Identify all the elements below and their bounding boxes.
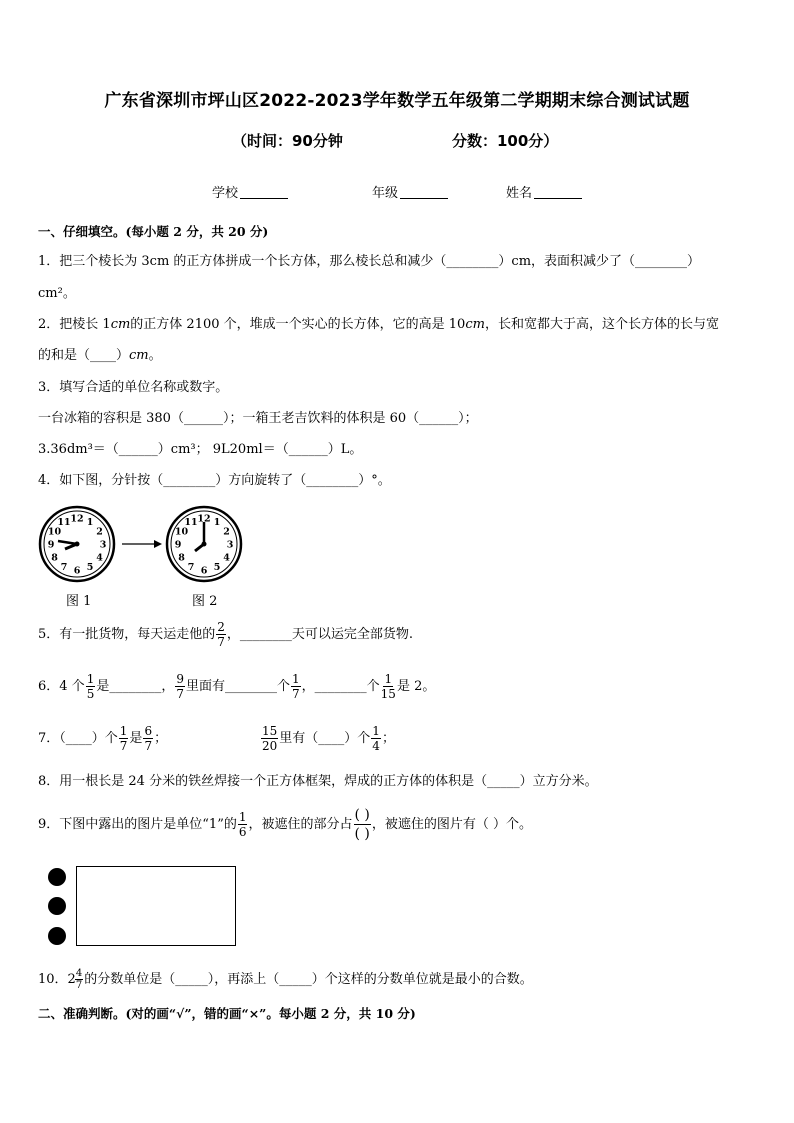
covering-rectangle [76, 866, 236, 946]
question-2-line2: 的和是（____）cm。 [38, 348, 162, 363]
clock-numeral: 7 [187, 562, 195, 573]
question-3-line3: 3.36dm³＝（______）cm³； 9L20ml＝（______）L。 [38, 442, 363, 457]
clock-numeral: 2 [223, 526, 230, 538]
clock-numeral: 1 [86, 517, 94, 528]
fraction: $\frac{15}{20}$ [262, 724, 278, 753]
question-3-line2: 一台冰箱的容积是 380（______）；一箱王老吉饮料的体积是 60（______）； [38, 411, 478, 426]
clock-numeral: 8 [51, 552, 58, 564]
clock-numeral: 12 [70, 513, 84, 525]
question-7-part1: 7．（____）个 $\frac{1}{7}$ 是 $\frac{6}{7}$ ； [38, 724, 168, 753]
school-field[interactable]: 学校 [212, 182, 288, 201]
question-4-text: 4．如下图，分针按（________）方向旋转了（________）°。 [38, 473, 391, 488]
clock-numeral: 4 [96, 552, 103, 564]
clock-numeral: 5 [86, 562, 94, 573]
question-5: 5．有一批货物，每天运走他的 $\frac{2}{7}$ ，________天可以运完全部货物. [38, 620, 414, 649]
clock-numeral: 3 [99, 539, 107, 551]
fraction: $\frac{4}{7}$ [75, 968, 83, 991]
arrow-head [154, 540, 162, 548]
clock-numeral: 1 [213, 517, 221, 528]
question-9: 9．下图中露出的图片是单位“1”的 $\frac{1}{6}$ ，被遮住的部分占 $\frac{( )}{( )}$ ，被遮住的图片有（ ）个。 [38, 807, 533, 842]
clock-1 [40, 507, 114, 581]
fraction: $\frac{1}{15}$ [380, 672, 396, 701]
visible-dot-2 [48, 897, 66, 915]
clock-numeral: 6 [73, 565, 81, 577]
clock-numeral: 10 [47, 526, 62, 538]
question-8: 8．用一根长是 24 分米的铁丝焊接一个正方体框架，焊成的正方体的体积是（_____）立方分米。 [38, 774, 598, 789]
figure-2-caption: 图 2 [192, 594, 218, 609]
clock-numeral: 6 [200, 565, 208, 577]
page-title: 广东省深圳市坪山区2022-2023学年数学五年级第二学期期末综合测试试题 [104, 91, 690, 111]
clock-numeral: 5 [213, 562, 221, 573]
clock-numeral: 7 [60, 562, 68, 573]
fraction: $\frac{1}{4}$ [372, 724, 380, 753]
question-7-part2: $\frac{15}{20}$ 里有（____）个 $\frac{1}{4}$ ； [262, 724, 395, 753]
fraction: $\frac{9}{7}$ [176, 672, 184, 701]
clock-numeral: 2 [96, 526, 103, 538]
question-1-line2: cm²。 [38, 286, 76, 301]
clock-numeral: 11 [184, 517, 198, 528]
grade-field[interactable]: 年级 [372, 182, 448, 201]
clock-numeral: 10 [174, 526, 189, 538]
exam-time: （时间：90分钟 [232, 132, 343, 150]
clock-numeral: 11 [57, 517, 71, 528]
question-1-line1: 1．把三个棱长为 3cm 的正方体拼成一个长方体，那么棱长总和减少（________）cm，表面积减少了（________） [38, 254, 701, 269]
clock-numeral: 9 [47, 539, 55, 551]
question-2-line1: 2．把棱长 1cm的正方体 2100 个，堆成一个实心的长方体，它的高是 10cm，长和宽都大于高，这个长方体的长与宽 [38, 317, 719, 332]
clock-figures [38, 504, 248, 586]
name-field[interactable]: 姓名 [506, 182, 582, 201]
question-3-line1: 3．填写合适的单位名称或数字。 [38, 380, 229, 395]
section-1-heading: 一、仔细填空。(每小题 2 分，共 20 分) [38, 224, 269, 239]
clock-numeral: 12 [197, 513, 211, 525]
visible-dot-3 [48, 927, 66, 945]
clock-numeral: 8 [178, 552, 185, 564]
question-6: 6．4 个 $\frac{1}{5}$ 是________， $\frac{9}{7}$ 里面有________个 $\frac{1}{7}$ ，________个 $\frac{1}{15}$ 是 2。 [38, 672, 436, 701]
fraction: $\frac{2}{7}$ [217, 620, 225, 649]
figure-1-caption: 图 1 [66, 594, 92, 609]
fraction: $\frac{6}{7}$ [144, 724, 153, 753]
answer-fraction-blank: $\frac{( )}{( )}$ [354, 807, 370, 842]
clock-numeral: 9 [174, 539, 182, 551]
fraction: $\frac{1}{5}$ [86, 672, 95, 701]
clock-2 [167, 507, 241, 581]
visible-dot-1 [48, 868, 66, 886]
exam-score: 分数：100分） [452, 132, 559, 150]
section-2-heading: 二、准确判断。(对的画“√”，错的画“×”。每小题 2 分，共 10 分) [38, 1006, 416, 1021]
question-10: 10．2 $\frac{4}{7}$ 的分数单位是（_____），再添上（_____）个这样的分数单位就是最小的合数。 [38, 968, 533, 991]
fraction: $\frac{1}{6}$ [238, 810, 247, 839]
clock-numeral: 3 [226, 539, 234, 551]
fraction: $\frac{1}{7}$ [292, 672, 300, 701]
clock-numeral: 4 [223, 552, 230, 564]
fraction: $\frac{1}{7}$ [119, 724, 128, 753]
